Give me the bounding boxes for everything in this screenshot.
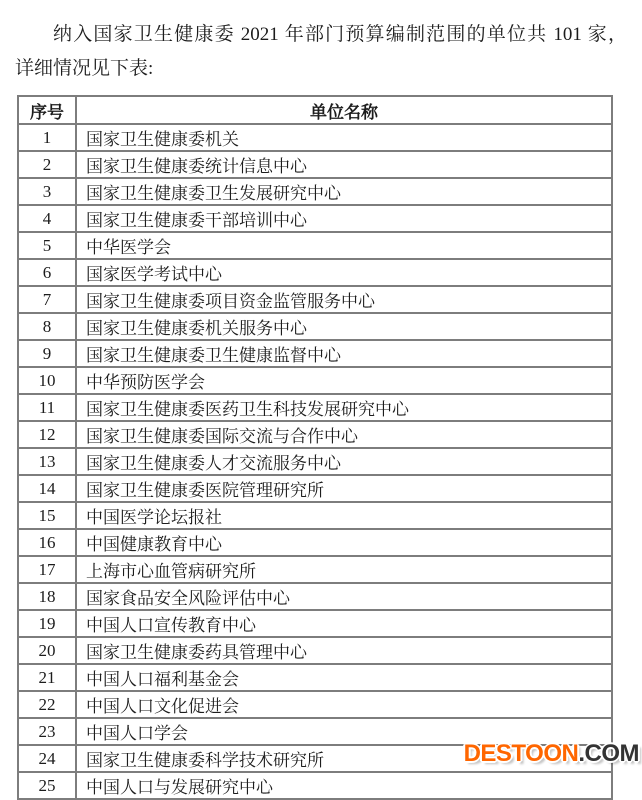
table-row [18,340,612,367]
row-index: 22 [18,691,76,718]
row-index: 21 [18,664,76,691]
units-table-header [18,96,612,124]
unit-name: 国家医学考试中心 [76,259,612,286]
table-row [18,205,612,232]
unit-name: 国家卫生健康委干部培训中心 [76,205,612,232]
row-index: 10 [18,367,76,394]
table-row [18,556,612,583]
table-row [18,583,612,610]
intro-paragraph [15,18,627,86]
table-row [18,313,612,340]
unit-name: 国家卫生健康委国际交流与合作中心 [76,421,612,448]
row-index: 16 [18,529,76,556]
unit-name: 国家卫生健康委医药卫生科技发展研究中心 [76,394,612,421]
row-index: 6 [18,259,76,286]
row-index: 15 [18,502,76,529]
row-index: 4 [18,205,76,232]
unit-name: 中国人口福利基金会 [76,664,612,691]
header-unit-name: 单位名称 [76,96,612,124]
row-index: 1 [18,124,76,151]
row-index: 9 [18,340,76,367]
row-index: 25 [18,772,76,799]
table-row [18,475,612,502]
row-index: 2 [18,151,76,178]
table-row [18,448,612,475]
unit-name: 国家卫生健康委机关 [76,124,612,151]
row-index: 20 [18,637,76,664]
unit-name: 中华预防医学会 [76,367,612,394]
table-row [18,178,612,205]
row-index: 17 [18,556,76,583]
unit-name: 上海市心血管病研究所 [76,556,612,583]
row-index: 24 [18,745,76,772]
units-table [17,95,613,800]
header-row [18,96,612,124]
row-index: 19 [18,610,76,637]
unit-name: 国家卫生健康委卫生发展研究中心 [76,178,612,205]
document-page [0,18,642,797]
table-row [18,286,612,313]
unit-name: 国家卫生健康委药具管理中心 [76,637,612,664]
table-row [18,367,612,394]
unit-name: 中国健康教育中心 [76,529,612,556]
table-row [18,610,612,637]
unit-name: 中国人口文化促进会 [76,691,612,718]
unit-name: 中国人口学会 [76,718,612,745]
table-row [18,232,612,259]
row-index: 23 [18,718,76,745]
row-index: 13 [18,448,76,475]
table-row [18,691,612,718]
unit-name: 中国医学论坛报社 [76,502,612,529]
unit-name: 中华医学会 [76,232,612,259]
row-index: 11 [18,394,76,421]
unit-name: 国家卫生健康委机关服务中心 [76,313,612,340]
unit-name: 国家卫生健康委项目资金监管服务中心 [76,286,612,313]
table-row [18,664,612,691]
table-row [18,124,612,151]
unit-name: 国家卫生健康委科学技术研究所 [76,745,612,772]
unit-name: 国家卫生健康委卫生健康监督中心 [76,340,612,367]
watermark-suffix: .COM [578,740,639,767]
unit-name: 国家卫生健康委医院管理研究所 [76,475,612,502]
unit-name: 中国人口宣传教育中心 [76,610,612,637]
row-index: 3 [18,178,76,205]
row-index: 18 [18,583,76,610]
row-index: 12 [18,421,76,448]
table-row [18,502,612,529]
unit-name: 国家卫生健康委统计信息中心 [76,151,612,178]
table-row [18,529,612,556]
table-row [18,259,612,286]
watermark-brand: DESTOON [463,740,579,767]
row-index: 8 [18,313,76,340]
table-row [18,151,612,178]
intro-line-1: 纳入国家卫生健康委 2021 年部门预算编制范围的单位共 101 家， [53,24,627,45]
unit-name: 国家卫生健康委人才交流服务中心 [76,448,612,475]
header-index: 序号 [18,96,76,124]
table-row [18,637,612,664]
row-index: 14 [18,475,76,502]
unit-name: 国家食品安全风险评估中心 [76,583,612,610]
intro-line-2: 详细情况见下表: [15,58,154,79]
table-row [18,421,612,448]
row-index: 7 [18,286,76,313]
watermark [464,740,639,768]
table-row [18,772,612,799]
row-index: 5 [18,232,76,259]
unit-name: 中国人口与发展研究中心 [76,772,612,799]
table-row [18,394,612,421]
units-table-body [18,124,612,799]
